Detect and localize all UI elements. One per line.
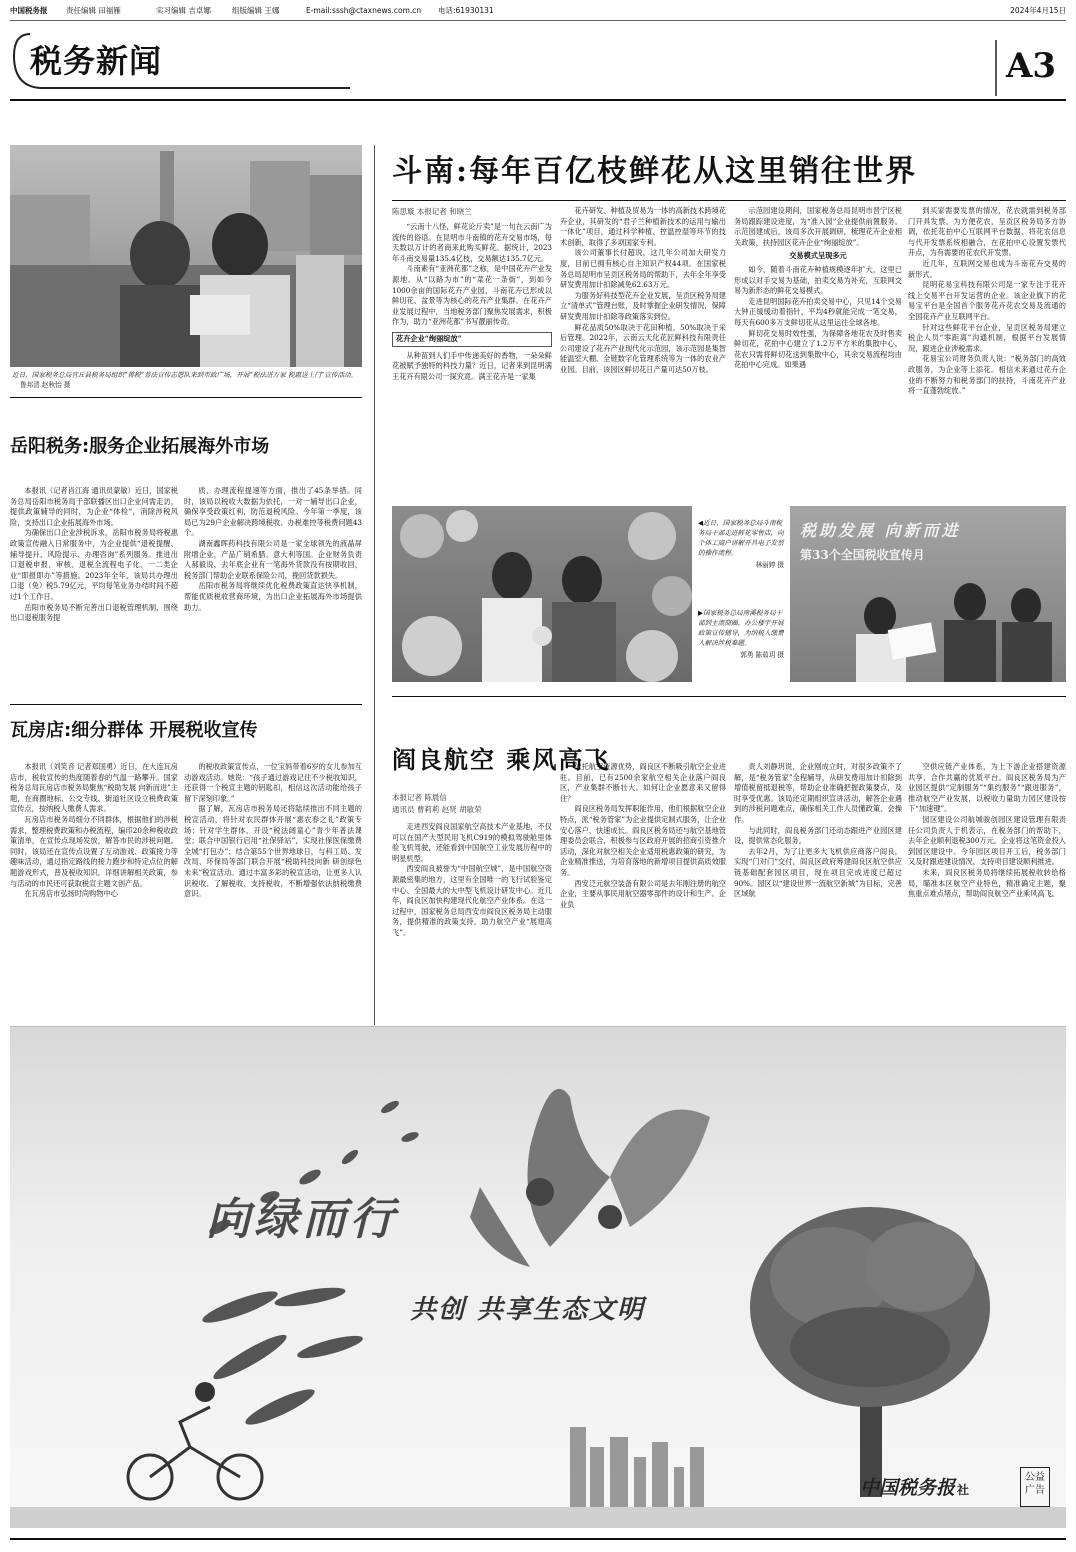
yueyang-title: 岳阳税务:服务企业拓展海外市场 <box>10 436 270 457</box>
dounan-p14: 昆明花易宝科技有限公司是一家专注于花卉线上交易平台开发运营的企业。该企业旗下的花易宝平台是全国首个服务花卉花农交易及流通的全国花卉产业互联网平台。 <box>908 280 1066 321</box>
yanliang-col3 <box>734 762 902 1018</box>
yanliang-p1: 走进西安阎良国家航空高技术产业基地，不仅可以在国产大型民用飞机C919的模拟驾驶舱里体验飞机驾驶，还能看到中国航空工业发展历程中的明星机型。 <box>392 822 552 863</box>
yanliang-col4 <box>908 762 1066 1018</box>
dounan-p2: 斗南素有“亚洲花都”之称，是中国花卉产业发源地。从“以路为市”的“菜花一条街”，到如今1000余亩的国际花卉产业园，斗南花卉已形成以鲜切花、盆景等为核心的花卉产业集群。在花卉产业发展过程中，当地税务部门聚焦发展需求，积极作为，助力“亚洲花都”书写靓丽传奇。 <box>392 264 552 327</box>
yueyang-col1 <box>10 486 178 696</box>
dounan-p11: 鲜切花交易时效性强，为保障各地花农及时售卖鲜切花，花拍中心建立了1.2万平方米的集散中心，花农只需将鲜切花送到集散中心，其余交易流程均由花拍中心完成。如果遇 <box>734 328 902 370</box>
photo2-caption <box>698 518 784 570</box>
photo3-credit: 郭勇 陈茹玥 摄 <box>740 651 784 659</box>
dounan-title: 斗南:每年百亿枝鲜花从这里销往世界 <box>392 154 918 189</box>
yanliang-p8: 去年2月，为了让更多大飞机供应商落户阎良，实现“门对门”交付，阎良区政府筹建阎良区航空供应链基础配套园区项目，现在项目完成进度已超过90%。园区以“建设世界一流航空新城”为目标，完善区域航 <box>734 846 902 899</box>
section-title: 税务新闻 <box>30 42 163 80</box>
photo1-credit: 鲁邦清 赵秋怡 摄 <box>20 381 71 389</box>
yanliang-p3: 依托航空资源优势，阎良区不断吸引航空企业进驻。目前，已有2500余家航空相关企业落户阎良区，产业集群不断壮大。如何让企业愿意来又留得住？ <box>560 762 726 803</box>
dounan-p10: 走进昆明国际花卉拍卖交易中心，只见14个交易大钟正缓缓动着指针，平均4秒就能完成一笔交易，每天有600多万支鲜切花从这里运往全球各地。 <box>734 296 902 327</box>
ad-slogan-1: 向绿而行 <box>206 1194 398 1245</box>
ad-slogan-2: 共创 共享生态文明 <box>410 1295 646 1325</box>
yanliang-byline1: 本报记者 陈晨信 <box>392 793 447 802</box>
wafangdian-col2 <box>184 762 362 1018</box>
dounan-p3: 从种苗到人们手中传递美好的香物，一朵朵鲜花被赋予独特的科技力量？近日，记者来到昆明满王花卉有限公司一探究竟。满王花卉是一家集 <box>392 350 552 381</box>
masthead-date: 2024年4月15日 <box>1010 6 1066 15</box>
yanliang-p2: 西安阎良被誉为“中国航空城”，是中国航空资源最密集的地方，这里有全国唯一的飞行试验鉴定中心、全国最大的大中型飞机设计研发中心。近几年，阎良区加快构建现代化航空产业体系。在这一过程中，国家税务总局西安市阎良区税务局主动服务，提供精准的政策支持，助力航空产业“展翅高飞”。 <box>392 864 552 937</box>
yueyang-col2 <box>184 486 362 696</box>
yanliang-p4: 阎良区税务局发挥职能作用，他们根据航空企业特点，派“税务管家”为企业提供定制式服务，让企业安心落户、快速成长。阎良区税务局还与航空基地管理委员会联合，积极参与区政府开展的招商引资推介活动，深化对航空相关企业适用税惠政策的研究，为企业精准推送，为培育落地的新增项目提供高质效服务。 <box>560 804 726 877</box>
ad-illustration-icon <box>10 1027 1066 1528</box>
photo-flower-shop <box>392 506 692 682</box>
photo2-credit: 林丽婷 摄 <box>755 561 784 569</box>
masthead-bar <box>10 5 1066 19</box>
photo1-caption-text: 近日，国家税务总局宜丘县税务局组织“蒋税”普法宣传志愿队来到市政广场，开展“税法进万家 税惠送上门”宣传活动。 <box>12 371 358 379</box>
photo2-caption-text: ◀近日，国家税务总局斗南税务局干部走进鲜花零售店，向个体工商户讲解开具电子发票的操作流程。 <box>698 519 784 557</box>
dounan-col4 <box>908 206 1066 484</box>
section-bracket-icon <box>10 26 1066 102</box>
photo-scene-icon <box>10 145 362 367</box>
photo1-caption <box>12 370 362 390</box>
dounan-p12: 到买家需要发票的情况，花农就需到税务部门开具发票。为方便花农，呈贡区税务局多方协调，依托花拍中心互联网平台数据，将花农信息与代开发票系统相融合，在花拍中心设置发票代开点，为有需要的花农代开发票。 <box>908 206 1066 258</box>
wafangdian-p4: 的税收政策宣传点，一位宝妈带着6岁的女儿参加互动游戏活动。她说：“孩子通过游戏记住不少税收知识，还获得一个税宣主题的钥匙扣，相信这次活动能给孩子留下深刻印象。” <box>184 762 362 803</box>
wafangdian-col1 <box>10 762 178 1018</box>
rule-right-1 <box>392 696 1066 697</box>
yanliang-p10: 园区建设公司航城骏创园区建设管理有限责任公司负责人于机表示，在税务部门的帮助下，去年企业顺利退税300万元。企业将这笔资金投入到园区建设中。今年园区项目开工后，税务部门又及时跟进建设情况，支持项目建设顺利推进。 <box>908 814 1066 867</box>
wafangdian-p2: 瓦房店市税务局细分不同群体，根据他们的涉税需求，整理税费政策和办税流程，编印20余种税收政策清单，在宣传点现场发放，解答市民的涉税问题。同时，该局还在宣传点设置了互动游戏、政策接力等趣味活动，通过指定路线的接力跑步和特定点位的解题游戏形式，普及税收知识，详细讲解相关政策，参与活动的市民还可获取税宣主题文创产品。 <box>10 814 178 888</box>
masthead-editor1: 责任编辑 田福雁 <box>66 6 121 15</box>
yueyang-p5: 湖南鑫晖药科技有限公司是一家全球领先的液晶屏附增企业，产品广销希腊、意大利等国。企业财务负责人郝毅说，去年底企业有一笔海外货款没有按期收回，税务部门帮助企业联系保险公司，挽回货款损失。 <box>184 538 362 580</box>
wafangdian-title: 瓦房店:细分群体 开展税收宣传 <box>10 720 258 741</box>
dounan-subhead1: 花卉企业“绚丽绽放” <box>392 332 552 347</box>
yanliang-p5: 西安泛元航空装备有限公司是去年刚注册的航空企业，主要从事民用航空器零部件的设计和生产。企业负 <box>560 878 726 909</box>
public-ad <box>10 1026 1066 1528</box>
yanliang-p11: 未来，阎良区税务局将继续拓展税收转给格局，瞄准本区航空产业特色，精准确定主题，聚焦重点难点堵点，帮助阎良航空产业乘风高飞。 <box>908 867 1066 899</box>
yanliang-byline2: 通讯员 曹莉莉 赵贤 胡敏荣 <box>392 805 482 814</box>
masthead-paper: 中国税务报 <box>10 6 48 15</box>
yueyang-p4: 质、办理流程提速等方面，推出了45条举措。同时，该局以税收大数据为依托，一对一辅导出口企业，确保享受政策红利，防范退税风险。今年第一季度，该局已为29户企业解决跨境税收、办税难控等税费问题43个。 <box>184 486 362 538</box>
ad-brand <box>860 1473 969 1500</box>
yanliang-p9: 空供应链产业体系，为上下游企业搭建资源共享、合作共赢的优质平台。阎良区税务局为产业园区提供“定制服务”“集约服务”“跟进服务”，推动航空产业发展，以税收力量助力园区建设按下“加速键”。 <box>908 762 1066 814</box>
photo-flower-scene-icon <box>392 506 692 682</box>
yueyang-p6: 岳阳市税务局将继续优化税费政策直达快享机制，帮能优质税收营商环境，为出口企业拓展海外市场提供助力。 <box>184 581 362 612</box>
yanliang-col1 <box>392 822 552 1018</box>
ad-brand-suffix: 社 <box>957 1483 970 1497</box>
masthead-email: E-mail:sssh@ctaxnews.com.cn <box>306 6 422 15</box>
bottom-rule <box>10 1538 1066 1540</box>
yanliang-col2 <box>560 762 726 1018</box>
ad-brand-name: 中国税务报 <box>860 1477 956 1499</box>
photo-officers-scene-icon <box>790 506 1066 682</box>
rule-left-1 <box>10 397 362 398</box>
photo3-caption <box>698 608 784 660</box>
column-divider <box>374 145 375 1025</box>
wafangdian-p5: 据了解，瓦房店市税务局还将陆续推出不同主题的税宣活动，将针对农民群体开展“惠农春之礼”政策专场；针对学生群体，开设“税法阔童心”青少年普法课堂；联合中国银行启用“社保驿站”，实现社保医保缴费全城“打包办”；结合第55个世界地球日，与科工局、发改局、环保局等部门联合开展“税助科技向新 研创绿色未来”税宣活动。通过丰富多彩的税宣活动，让更多人认识税收、了解税收、支持税收，不断增强依法纳税缴费意识。 <box>184 804 362 899</box>
dounan-p4: 花卉研发、种植及贸易为一体的高新技术跨境花卉企业，其研发的“君子兰种植新技术的运用与输出一体化”项目，通过科学种植、控温控湿等环节的技术创新，取得了多项国家专利。 <box>560 206 726 247</box>
masthead-phone: 电话:61930131 <box>438 6 494 15</box>
dounan-p6: 为服务好科技型花卉企业发展，呈贡区税务局建立“清单式”管理台账，及时掌握企业研发情况，保障研发费用加计扣除等政策落实到位。 <box>560 290 726 321</box>
dounan-p9: 如今，随着斗南花卉种植规模逐年扩大，这里已形成以对手交易为基础，拍卖交易为补充，互联网交易为新形态的鲜花交易模式。 <box>734 264 902 296</box>
dounan-p1: “云南十八怪，鲜花论斤卖”是一句在云南广为流传的俗语。在昆明市斗南镇的花卉交易市场，每天数以万计的者商来此购买鲜花。据统计，2023年斗南交易量135.4亿枝，交易额达135.7亿元。 <box>392 222 552 263</box>
photo-tax-officers <box>790 506 1066 682</box>
yanliang-p6: 责人刘静玥说，企业刚成立时，对很多政策不了解，是“税务管家”全程辅导，从研发费用加计扣除到增值税留抵退税等，帮助企业准确把握政策要点，及时享受优惠。该局还定期组织宣讲活动，解答企业遇到的涉税问题难点，确保相关工作人员懂政策、会操作。 <box>734 762 902 824</box>
dounan-p15: 针对这些鲜花平台企业，呈贡区税务局建立税企人员“零距离”沟通机制，根据平台发展情况，跟进企业涉税需求。 <box>908 322 1066 353</box>
dounan-subhead2: 交易模式呈现多元 <box>789 251 847 261</box>
dounan-col2 <box>560 206 726 484</box>
page-number: A3 <box>1006 46 1057 86</box>
photo-tax-volunteers <box>10 145 362 367</box>
dounan-byline: 陈思璇 本报记者 和晓兰 <box>392 207 472 216</box>
dounan-col1 <box>392 222 552 484</box>
photo3-banner2: 第33个全国税收宣传月 <box>800 548 925 562</box>
yueyang-p3: 岳阳市税务局不断完善出口退税管理机制，围绕出口退税服务提 <box>10 602 178 623</box>
yanliang-p7: 与此同时，阎良税务部门还动态跟进产业园区建设，提供常态化服务。 <box>734 825 902 846</box>
masthead-rule <box>10 20 1066 21</box>
photo3-banner1: 税助发展 向新而进 <box>800 521 961 540</box>
dounan-title-rule <box>392 200 1066 201</box>
wafangdian-p1: 本报讯（刘笑音 记者郑国勇）近日，在大连瓦房店市，税收宣传的热度随着春的气温一路攀升。国家税务总局瓦房店市税务局聚焦“税助发展 向新而进”主题，在商圈地标、公交专线、街道社区设立税费政策宣传点，按纳税人缴费人需求。 <box>10 762 178 814</box>
yueyang-p2: 为确保出口企业涉税诉求，岳阳市税务局将税惠政策宣传融入日常服务中，为企业提供“退税提醒、辅导提升、风险提示、办理咨询”系列服务。推进出口退税申报、审核、退税全流程电子化、一二类企业“即报即办”等措施。2023年全年，该局共办理出口退（免）税5.79亿元，平均每笔业务办结时间不超过1个工作日。 <box>10 528 178 601</box>
yanliang-title: 阎良航空 乘风高飞 <box>392 745 611 774</box>
masthead-editor2: 实习编辑 吉卓娜 <box>156 6 211 15</box>
dounan-p8: 示范园建设期间，国家税务总局昆明市晋宁区税务局跟踪建设进度，为“准入园”企业提供前置服务。示范园建成后，该局多次开展调研，梳理花卉企业相关政策，扶持园区花卉企业“绚丽绽放”。 <box>734 206 902 247</box>
dounan-p5: 该公司董事长付超说，这几年公司加大研发力度，目前已拥有核心自主知识产权44项。在国家税务总局昆明市呈贡区税务局的帮助下，去年全年享受研发费用加计扣除减免62.63万元。 <box>560 248 726 290</box>
dounan-p7: 鲜花品质50%取决于花田种植，50%取决于采后管理。2022年，云南云天化花匠鲜科技有限责任公司建设了花卉产业现代化示范园，该示范园是集智能温室大棚、全链数字化管理系统等为一体的农业产业园。目前，该园区鲜切花日产量可达50万枝。 <box>560 322 726 374</box>
wafangdian-p3: 在瓦房店市弘扬时尚购物中心 <box>24 889 118 899</box>
ad-tag: 公益广告 <box>1020 1467 1050 1507</box>
section-header <box>10 26 1066 102</box>
masthead-editor3: 组版编辑 王娜 <box>232 6 280 15</box>
rule-left-2 <box>10 704 362 705</box>
dounan-p13: 近几年，互联网交易也成为斗南花卉交易的新形式。 <box>908 258 1066 279</box>
yueyang-p1: 本报讯（记者肖江海 通讯员蒙敏）近日，国家税务总局岳阳市税务局干部联播区出口企业问需走访，提供政策辅导的同时，为企业“体检”，消除涉税风险，支持出口企业拓展海外市场。 <box>10 486 178 527</box>
dounan-p16: 花易宝公司财务负责人说：“税务部门的高效政服务，为企业等上添花。相信未来通过花卉企业的不断努力和税务部门的扶持，斗南花卉产业将一直蓬勃绽放。” <box>908 354 1066 396</box>
dounan-col3 <box>734 206 902 484</box>
photo3-caption-text: ▶国家税务总局南溪税务局干部到主流商圈、办公楼宇开展政策宣传辅导，为纳税人缴费人解决涉税难题。 <box>698 609 784 647</box>
